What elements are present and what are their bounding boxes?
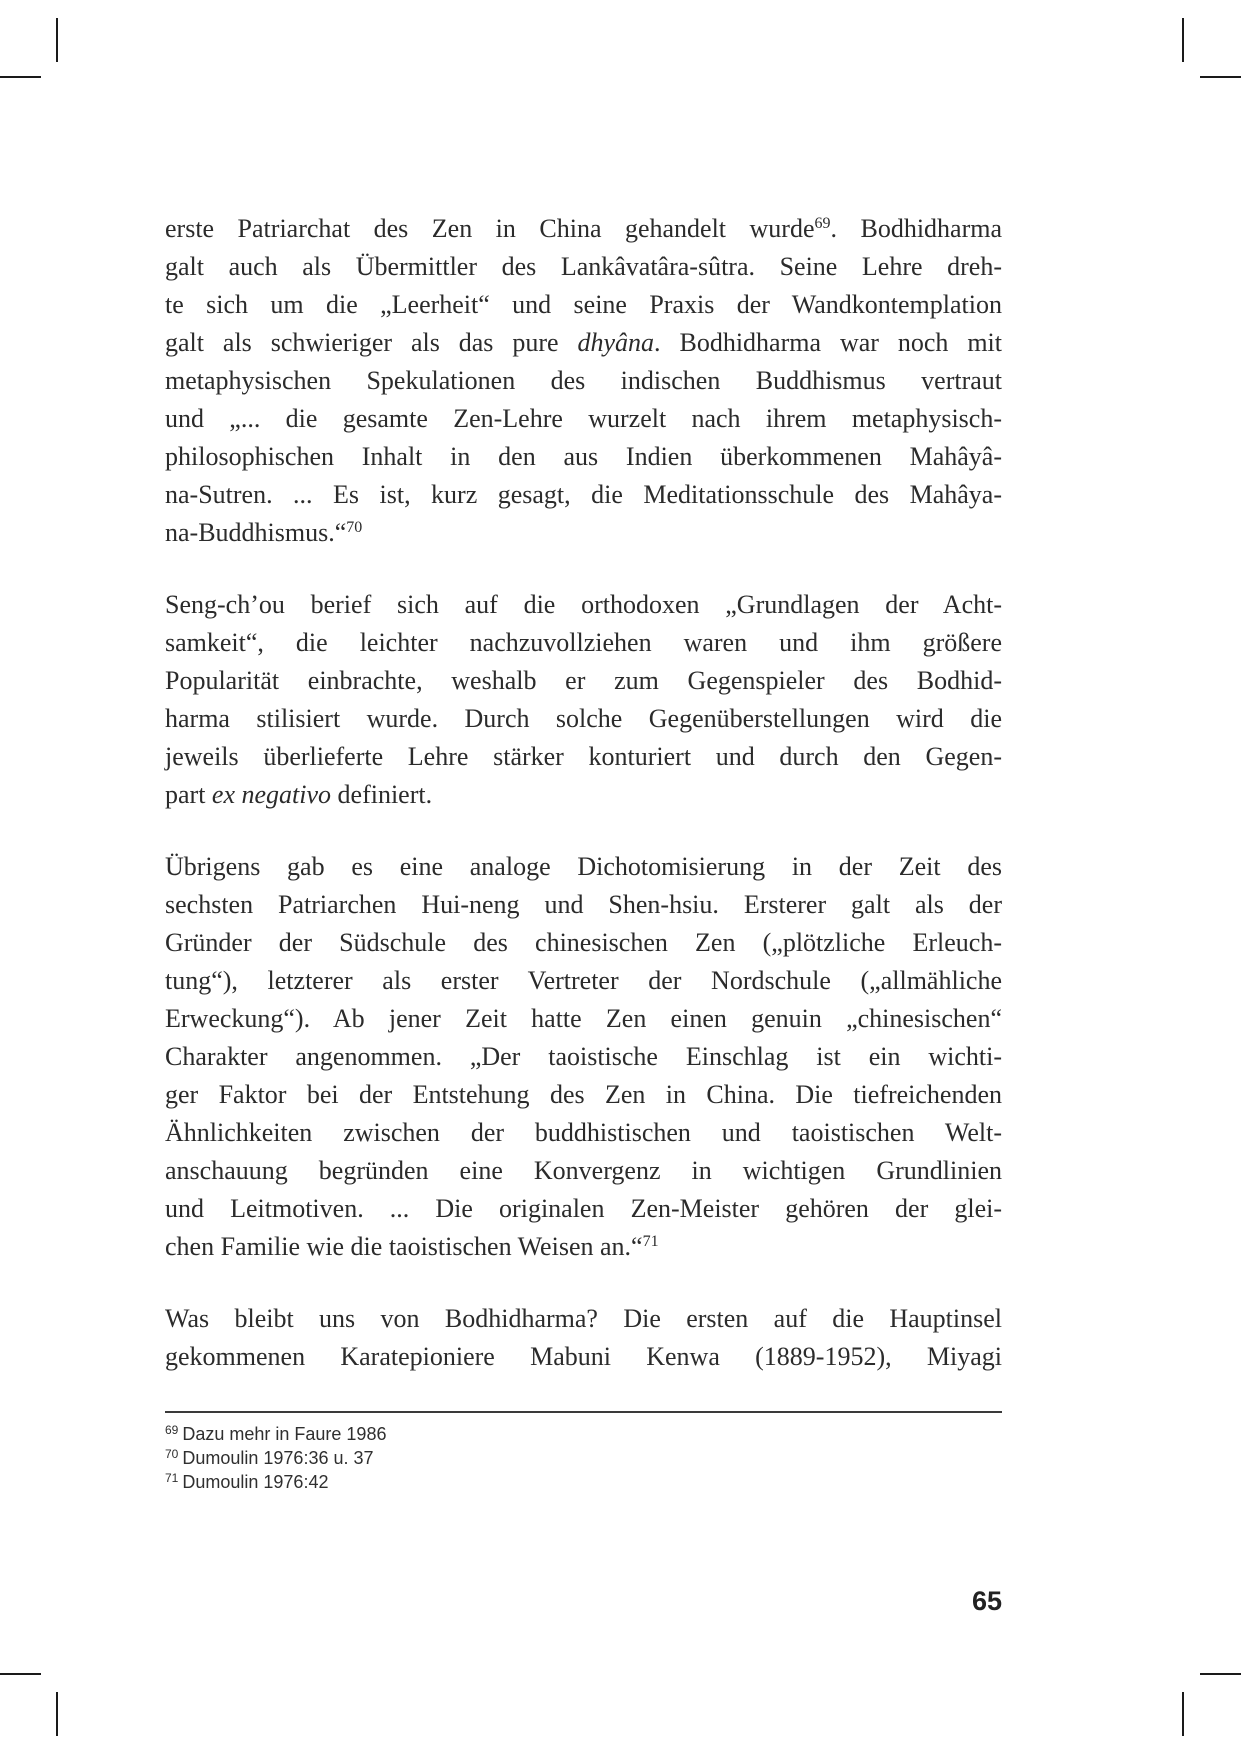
crop-mark-bottom-left-horizontal [0, 1673, 41, 1675]
text-line: na-Sutren. ... Es ist, kurz gesagt, die Meditationsschule des Mahâya- [165, 480, 1002, 509]
footnotes [165, 1422, 1002, 1494]
text-line: philosophischen Inhalt in den aus Indien überkommenen Mahâyâ- [165, 442, 1002, 471]
page-number: 65 [971, 1586, 1002, 1616]
footnote-ref: 71 [165, 1471, 179, 1485]
text-line: Ähnlichkeiten zwischen der buddhistischen und taoistischen Welt- [165, 1118, 1002, 1147]
footnote-text: Dazu mehr in Faure 1986 [182, 1424, 387, 1444]
text-line: tung“), letzterer als erster Vertreter der Nordschule („allmähliche [165, 966, 1002, 995]
text-line: Charakter angenommen. „Der taoistische Einschlag ist ein wichti- [165, 1042, 1002, 1071]
text-line: Erweckung“). Ab jener Zeit hatte Zen einen genuin „chinesischen“ [165, 1004, 1002, 1033]
text-line: Popularität einbrachte, weshalb er zum Gegenspieler des Bodhid- [165, 666, 1002, 695]
text-line: und Leitmotiven. ... Die originalen Zen-Meister gehören der glei- [165, 1194, 1002, 1223]
text-line: part ex negativo definiert. [165, 780, 433, 809]
paragraph-1 [165, 210, 1002, 552]
text-line: te sich um die „Leerheit“ und seine Praxis der Wandkontemplation [165, 290, 1002, 319]
text-line: chen Familie wie die taoistischen Weisen an.“$^{71}$ [165, 1232, 659, 1261]
text-line: samkeit“, die leichter nachzuvollziehen waren und ihm größere [165, 628, 1002, 657]
text-line: Was bleibt uns von Bodhidharma? Die ersten auf die Hauptinsel [165, 1304, 1002, 1333]
text-line: gekommenen Karatepioniere Mabuni Kenwa (1889-1952), Miyagi [165, 1342, 1002, 1371]
footnote-text: Dumoulin 1976:36 u. 37 [182, 1448, 374, 1468]
footnote-69 [165, 1422, 1002, 1446]
footnote-71 [165, 1470, 1002, 1494]
footnote-text: Dumoulin 1976:42 [182, 1472, 329, 1492]
crop-mark-bottom-left-vertical [56, 1692, 58, 1736]
text-line: jeweils überlieferte Lehre stärker konturiert und durch den Gegen- [165, 742, 1002, 771]
text-line: na-Buddhismus.“$^{70}$ [165, 518, 363, 547]
text-line: galt als schwieriger als das pure dhyâna. Bodhidharma war noch mit [165, 328, 1002, 357]
footnote-ref: 69 [165, 1423, 179, 1437]
text-line: ger Faktor bei der Entstehung des Zen in China. Die tiefreichenden [165, 1080, 1002, 1109]
text-line: sechsten Patriarchen Hui-neng und Shen-hsiu. Ersterer galt als der [165, 890, 1002, 919]
text-line: Seng-ch’ou berief sich auf die orthodoxen „Grundlagen der Acht- [165, 590, 1002, 619]
text-line: Übrigens gab es eine analoge Dichotomisierung in der Zeit des [165, 852, 1002, 881]
crop-mark-bottom-right-vertical [1182, 1692, 1184, 1736]
paragraph-2 [165, 586, 1002, 814]
text-line: erste Patriarchat des Zen in China gehandelt wurde$^{69}$. Bodhidharma [165, 214, 1003, 243]
footnote-ref: 70 [165, 1447, 179, 1461]
crop-mark-top-left-horizontal [0, 76, 41, 78]
footnote-rule [165, 1411, 1002, 1413]
text-line: harma stilisiert wurde. Durch solche Gegenüberstellungen wird die [165, 704, 1002, 733]
crop-mark-top-left-vertical [56, 18, 58, 62]
paragraph-3 [165, 848, 1002, 1266]
text-line: und „... die gesamte Zen-Lehre wurzelt nach ihrem metaphysisch- [165, 404, 1002, 433]
text-line: galt auch als Übermittler des Lankâvatâra-sûtra. Seine Lehre dreh- [165, 252, 1002, 281]
footnote-70 [165, 1446, 1002, 1470]
body-text [165, 210, 1002, 1376]
text-line: Gründer der Südschule des chinesischen Zen („plötzliche Erleuch- [165, 928, 1002, 957]
crop-mark-top-right-vertical [1182, 18, 1184, 62]
crop-mark-bottom-right-horizontal [1200, 1673, 1241, 1675]
paragraph-4 [165, 1300, 1002, 1376]
text-line: metaphysischen Spekulationen des indischen Buddhismus vertraut [165, 366, 1002, 395]
crop-mark-top-right-horizontal [1200, 76, 1241, 78]
text-line: anschauung begründen eine Konvergenz in wichtigen Grundlinien [165, 1156, 1002, 1185]
